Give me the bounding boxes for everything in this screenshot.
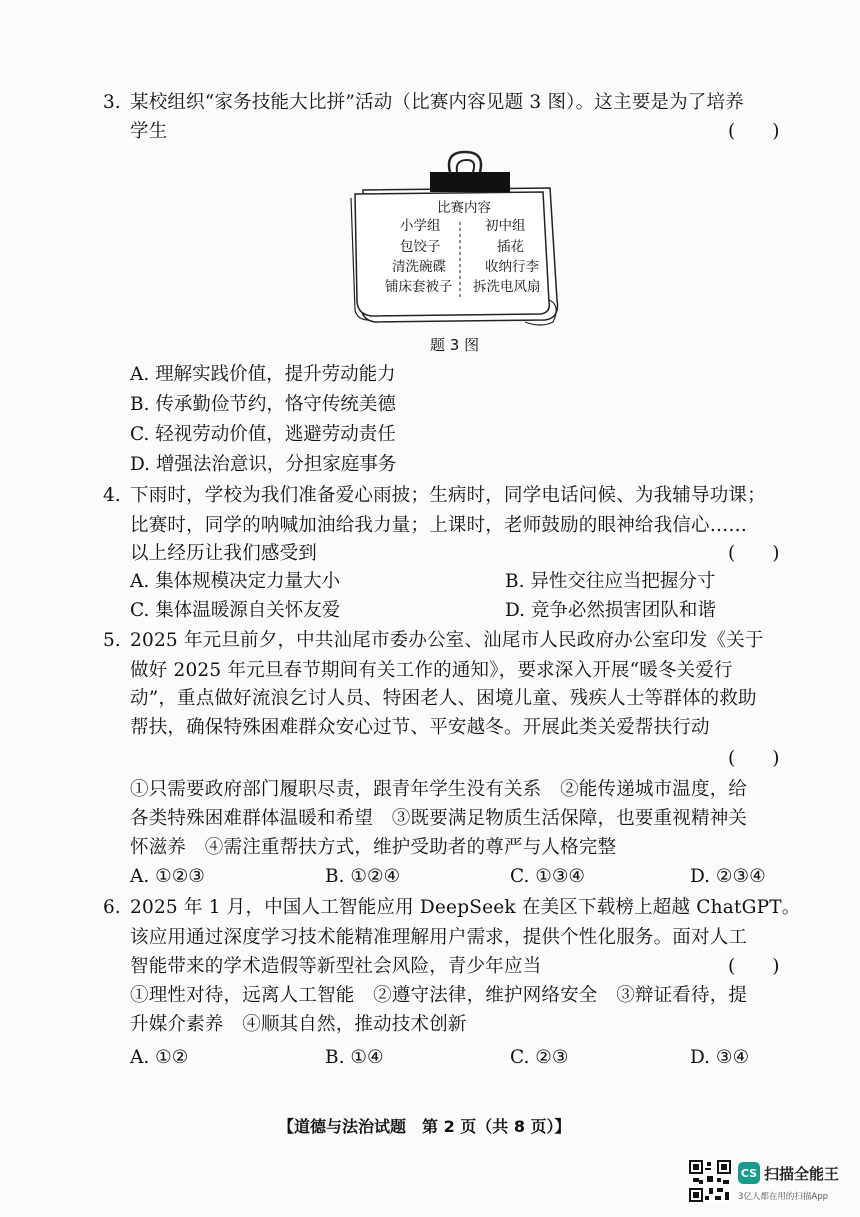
question-4-stem-line3: 以上经历让我们感受到 (130, 543, 318, 564)
question-6-statements-line1: ①理性对待，远离人工智能 ②遵守法律，维护网络安全 ③辩证看待，提 (130, 985, 748, 1006)
question-6-option-c[interactable]: C. ②③ (510, 1047, 569, 1068)
question-4-stem-line2: 比赛时，同学的呐喊加油给我力量；上课时，老师鼓励的眼神给我信心…… (130, 515, 748, 536)
question-3-option-b[interactable]: B. 传承勤俭节约，恪守传统美德 (130, 394, 396, 415)
question-5-answer-blank: ( ) (728, 748, 780, 769)
scanner-brand: 扫描全能王 (764, 1165, 840, 1183)
question-5-statements-line2: 各类特殊困难群体温暖和希望 ③既要满足物质生活保障，也要重视精神关 (130, 808, 748, 829)
page-footer: 【道德与法治试题 第 2 页（共 8 页）】 (278, 1117, 571, 1136)
figure-left-header: 小学组 (400, 218, 441, 234)
question-5-stem-line3: 动”，重点做好流浪乞讨人员、特困老人、困境儿童、残疾人士等群体的救助 (130, 688, 757, 709)
scanner-logo-icon: CS (738, 1162, 760, 1184)
question-4-option-c[interactable]: C. 集体温暖源自关怀友爱 (130, 600, 341, 621)
figure-left-item: 清洗碗碟 (392, 259, 446, 275)
question-3-answer-blank: ( ) (728, 121, 780, 142)
question-3-stem-line1: 某校组织“家务技能大比拼”活动（比赛内容见题 3 图）。这主要是为了培养 (130, 92, 744, 113)
scanner-tagline: 3亿人都在用的扫描App (738, 1192, 829, 1202)
question-5-option-c[interactable]: C. ①③④ (510, 866, 586, 887)
figure-right-item: 拆洗电风扇 (473, 279, 541, 295)
question-5-option-a[interactable]: A. ①②③ (130, 866, 205, 887)
figure-left-item: 铺床套被子 (385, 279, 453, 295)
question-6-option-a[interactable]: A. ①② (130, 1047, 189, 1068)
question-6-option-b[interactable]: B. ①④ (325, 1047, 384, 1068)
question-6-number: 6. (103, 897, 121, 918)
question-6-stem-line1: 2025 年 1 月，中国人工智能应用 DeepSeek 在美区下载榜上超越 ChatGPT。 (130, 897, 801, 918)
question-5-stem-line4: 帮扶，确保特殊困难群众安心过节、平安越冬。开展此类关爱帮扶行动 (130, 717, 710, 738)
question-6-statements-line2: 升媒介素养 ④顺其自然，推动技术创新 (130, 1014, 467, 1035)
question-3-number: 3. (103, 92, 121, 113)
question-6-answer-blank: ( ) (728, 956, 780, 977)
figure-right-item: 插花 (497, 239, 524, 255)
question-3-figure (345, 150, 565, 330)
question-4-number: 4. (103, 485, 121, 506)
question-3-option-a[interactable]: A. 理解实践价值，提升劳动能力 (130, 364, 396, 385)
question-4-option-b[interactable]: B. 异性交往应当把握分寸 (505, 571, 716, 592)
figure-right-header: 初中组 (485, 218, 526, 234)
qr-code-icon (689, 1160, 731, 1202)
question-5-option-d[interactable]: D. ②③④ (690, 866, 766, 887)
question-6-option-d[interactable]: D. ③④ (690, 1047, 750, 1068)
question-4-option-a[interactable]: A. 集体规模决定力量大小 (130, 571, 341, 592)
figure-caption: 题 3 图 (430, 336, 480, 354)
question-5-statements-line3: 怀滋养 ④需注重帮扶方式，维护受助者的尊严与人格完整 (130, 837, 617, 858)
question-5-option-b[interactable]: B. ①②④ (325, 866, 401, 887)
figure-right-item: 收纳行李 (485, 259, 539, 275)
question-4-option-d[interactable]: D. 竞争必然损害团队和谐 (505, 600, 716, 621)
question-6-stem-line2: 该应用通过深度学习技术能精准理解用户需求，提供个性化服务。面对人工 (130, 927, 748, 948)
question-3-stem-line2: 学生 (130, 121, 168, 142)
question-5-stem-line1: 2025 年元旦前夕，中共汕尾市委办公室、汕尾市人民政府办公室印发《关于 (130, 630, 764, 651)
question-5-number: 5. (103, 630, 121, 651)
clipboard-illustration (345, 150, 565, 330)
figure-left-item: 包饺子 (400, 239, 441, 255)
question-3-option-d[interactable]: D. 增强法治意识，分担家庭事务 (130, 454, 397, 475)
question-4-answer-blank: ( ) (728, 543, 780, 564)
question-5-stem-line2: 做好 2025 年元旦春节期间有关工作的通知》，要求深入开展“暖冬关爱行 (130, 660, 733, 681)
question-3-option-c[interactable]: C. 轻视劳动价值，逃避劳动责任 (130, 424, 396, 445)
question-6-stem-line3: 智能带来的学术造假等新型社会风险，青少年应当 (130, 956, 542, 977)
question-4-stem-line1: 下雨时，学校为我们准备爱心雨披；生病时，同学电话问候、为我辅导功课； (130, 485, 766, 506)
figure-title: 比赛内容 (437, 200, 491, 216)
question-5-statements-line1: ①只需要政府部门履职尽责，跟青年学生没有关系 ②能传递城市温度，给 (130, 779, 748, 800)
